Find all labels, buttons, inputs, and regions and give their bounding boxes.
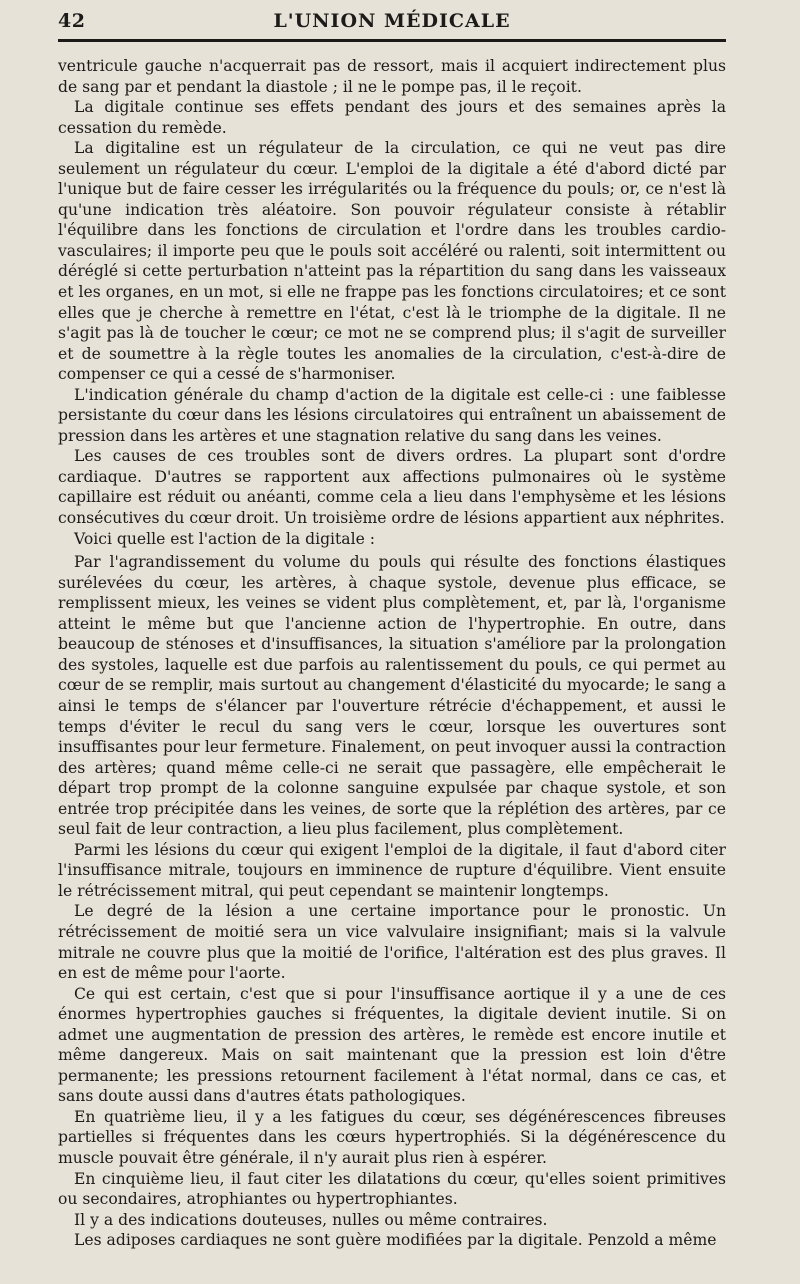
paragraph: Ce qui est certain, c'est que si pour l'insuffisance aortique il y a une de ces énormes hypertrophies gauches si fréquentes, la digitale devient inutile. Si on admet une augmentation de pression des artères, le remède est encore inutile et même dangereux. Mais on sait maintenant que la pression est loin d'être permanente; les pressions retournent facilement à l'état normal, dans ce cas, et sans doute aussi dans d'autres états pathologiques. [58, 984, 726, 1106]
paragraph: L'indication générale du champ d'action de la digitale est celle-ci : une faiblesse persistante du cœur dans les lésions circulatoires qui entraînent un abaissement de pression dans les artères et une stagnation relative du sang dans les veines. [58, 385, 726, 445]
paragraph: En cinquième lieu, il faut citer les dilatations du cœur, qu'elles soient primitives ou secondaires, atrophiantes ou hypertrophiantes. [58, 1169, 726, 1209]
paragraph: Les adiposes cardiaques ne sont guère modifiées par la digitale. Penzold a même [74, 1231, 717, 1250]
paragraph: Voici quelle est l'action de la digitale : [74, 529, 376, 548]
paragraph: En quatrième lieu, il y a les fatigues du cœur, ses dégénérescences fibreuses partielles si fréquentes dans les cœurs hypertrophiés. Si la dégénérescence du muscle pouvait être générale, il n'y aurait plus rien à espérer. [58, 1107, 726, 1167]
paragraph: La digitaline est un régulateur de la circulation, ce qui ne veut pas dire seulement un régulateur du cœur. L'emploi de la digitale a été d'abord dicté par l'unique but de faire cesser les irrégularités ou la fréquence du pouls; or, ce n'est là qu'une indication très aléatoire. Son pouvoir régulateur consiste à rétablir l'équilibre dans les fonctions de circulation et l'ordre dans les troubles cardio-vasculaires; il importe peu que le pouls soit accéléré ou ralenti, soit intermittent ou déréglé si cette perturbation n'atteint pas la répartition du sang dans les vaisseaux et les organes, en un mot, si elle ne frappe pas les fonctions circulatoires; et ce sont elles que je cherche à remettre en l'état, c'est là le triomphe de la digitale. Il ne s'agit pas là de toucher le cœur; ce mot ne se comprend plus; il s'agit de surveiller et de soumettre à la règle toutes les anomalies de la circulation, c'est-à-dire de compenser ce qui a cessé de s'harmoniser. [58, 139, 726, 384]
paragraph: Par l'agrandissement du volume du pouls qui résulte des fonctions élastiques surélevées du cœur, les artères, à chaque systole, devenue plus efficace, se remplissent mieux, les veines se vident plus complètement, et, par là, l'organisme atteint le même but que l'ancienne action de l'hypertrophie. En outre, dans beaucoup de sténoses et d'insuffisances, la situation s'améliore par la prolongation des systoles, laquelle est due parfois au ralentissement du pouls, ce qui permet au cœur de se remplir, mais surtout au changement d'élasticité du myocarde; le sang a ainsi le temps de s'élancer par l'ouverture rétrécie d'échappement, et aussi le temps d'éviter le recul du sang vers le cœur, lorsque les ouvertures sont insuffisantes pour leur fermeture. Finalement, on peut invoquer aussi la contraction des artères; quand même celle-ci ne serait que passagère, elle empêcherait le départ trop prompt de la colonne sanguine expulsée par chaque systole, et son entrée trop précipitée dans les veines, de sorte que la réplétion des artères, par ce seul fait de leur contraction, a lieu plus facilement, plus complètement. [58, 553, 726, 839]
paragraph: ventricule gauche n'acquerrait pas de ressort, mais il acquiert indirectement plus de sang par et pendant la diastole ; il ne le pompe pas, il le reçoit. [58, 57, 726, 96]
paragraph: Parmi les lésions du cœur qui exigent l'emploi de la digitale, il faut d'abord citer l'insuffisance mitrale, toujours en imminence de rupture d'équilibre. Vient ensuite le rétrécissement mitral, qui peut cependant se maintenir longtemps. [58, 840, 726, 900]
running-title: L'UNION MÉDICALE [273, 10, 511, 32]
page-number: 42 [58, 10, 86, 32]
paragraph: Le degré de la lésion a une certaine importance pour le pronostic. Un rétrécissement de moitié sera un vice valvulaire insignifiant; mais si la valvule mitrale ne couvre plus que la moitié de l'orifice, l'altération est des plus graves. Il en est de même pour l'aorte. [58, 902, 726, 983]
body-text [58, 56, 726, 1251]
paragraph: Il y a des indications douteuses, nulles ou même contraires. [74, 1210, 548, 1229]
page-header [58, 8, 726, 38]
header-rule [58, 39, 726, 42]
paragraph: La digitale continue ses effets pendant des jours et des semaines après la cessation du remède. [58, 98, 726, 137]
paragraph: Les causes de ces troubles sont de divers ordres. La plupart sont d'ordre cardiaque. D'autres se rapportent aux affections pulmonaires où le système capillaire est réduit ou anéanti, comme cela a lieu dans l'emphysème et les lésions consécutives du cœur droit. Un troisième ordre de lésions appartient aux néphrites. [58, 447, 726, 528]
